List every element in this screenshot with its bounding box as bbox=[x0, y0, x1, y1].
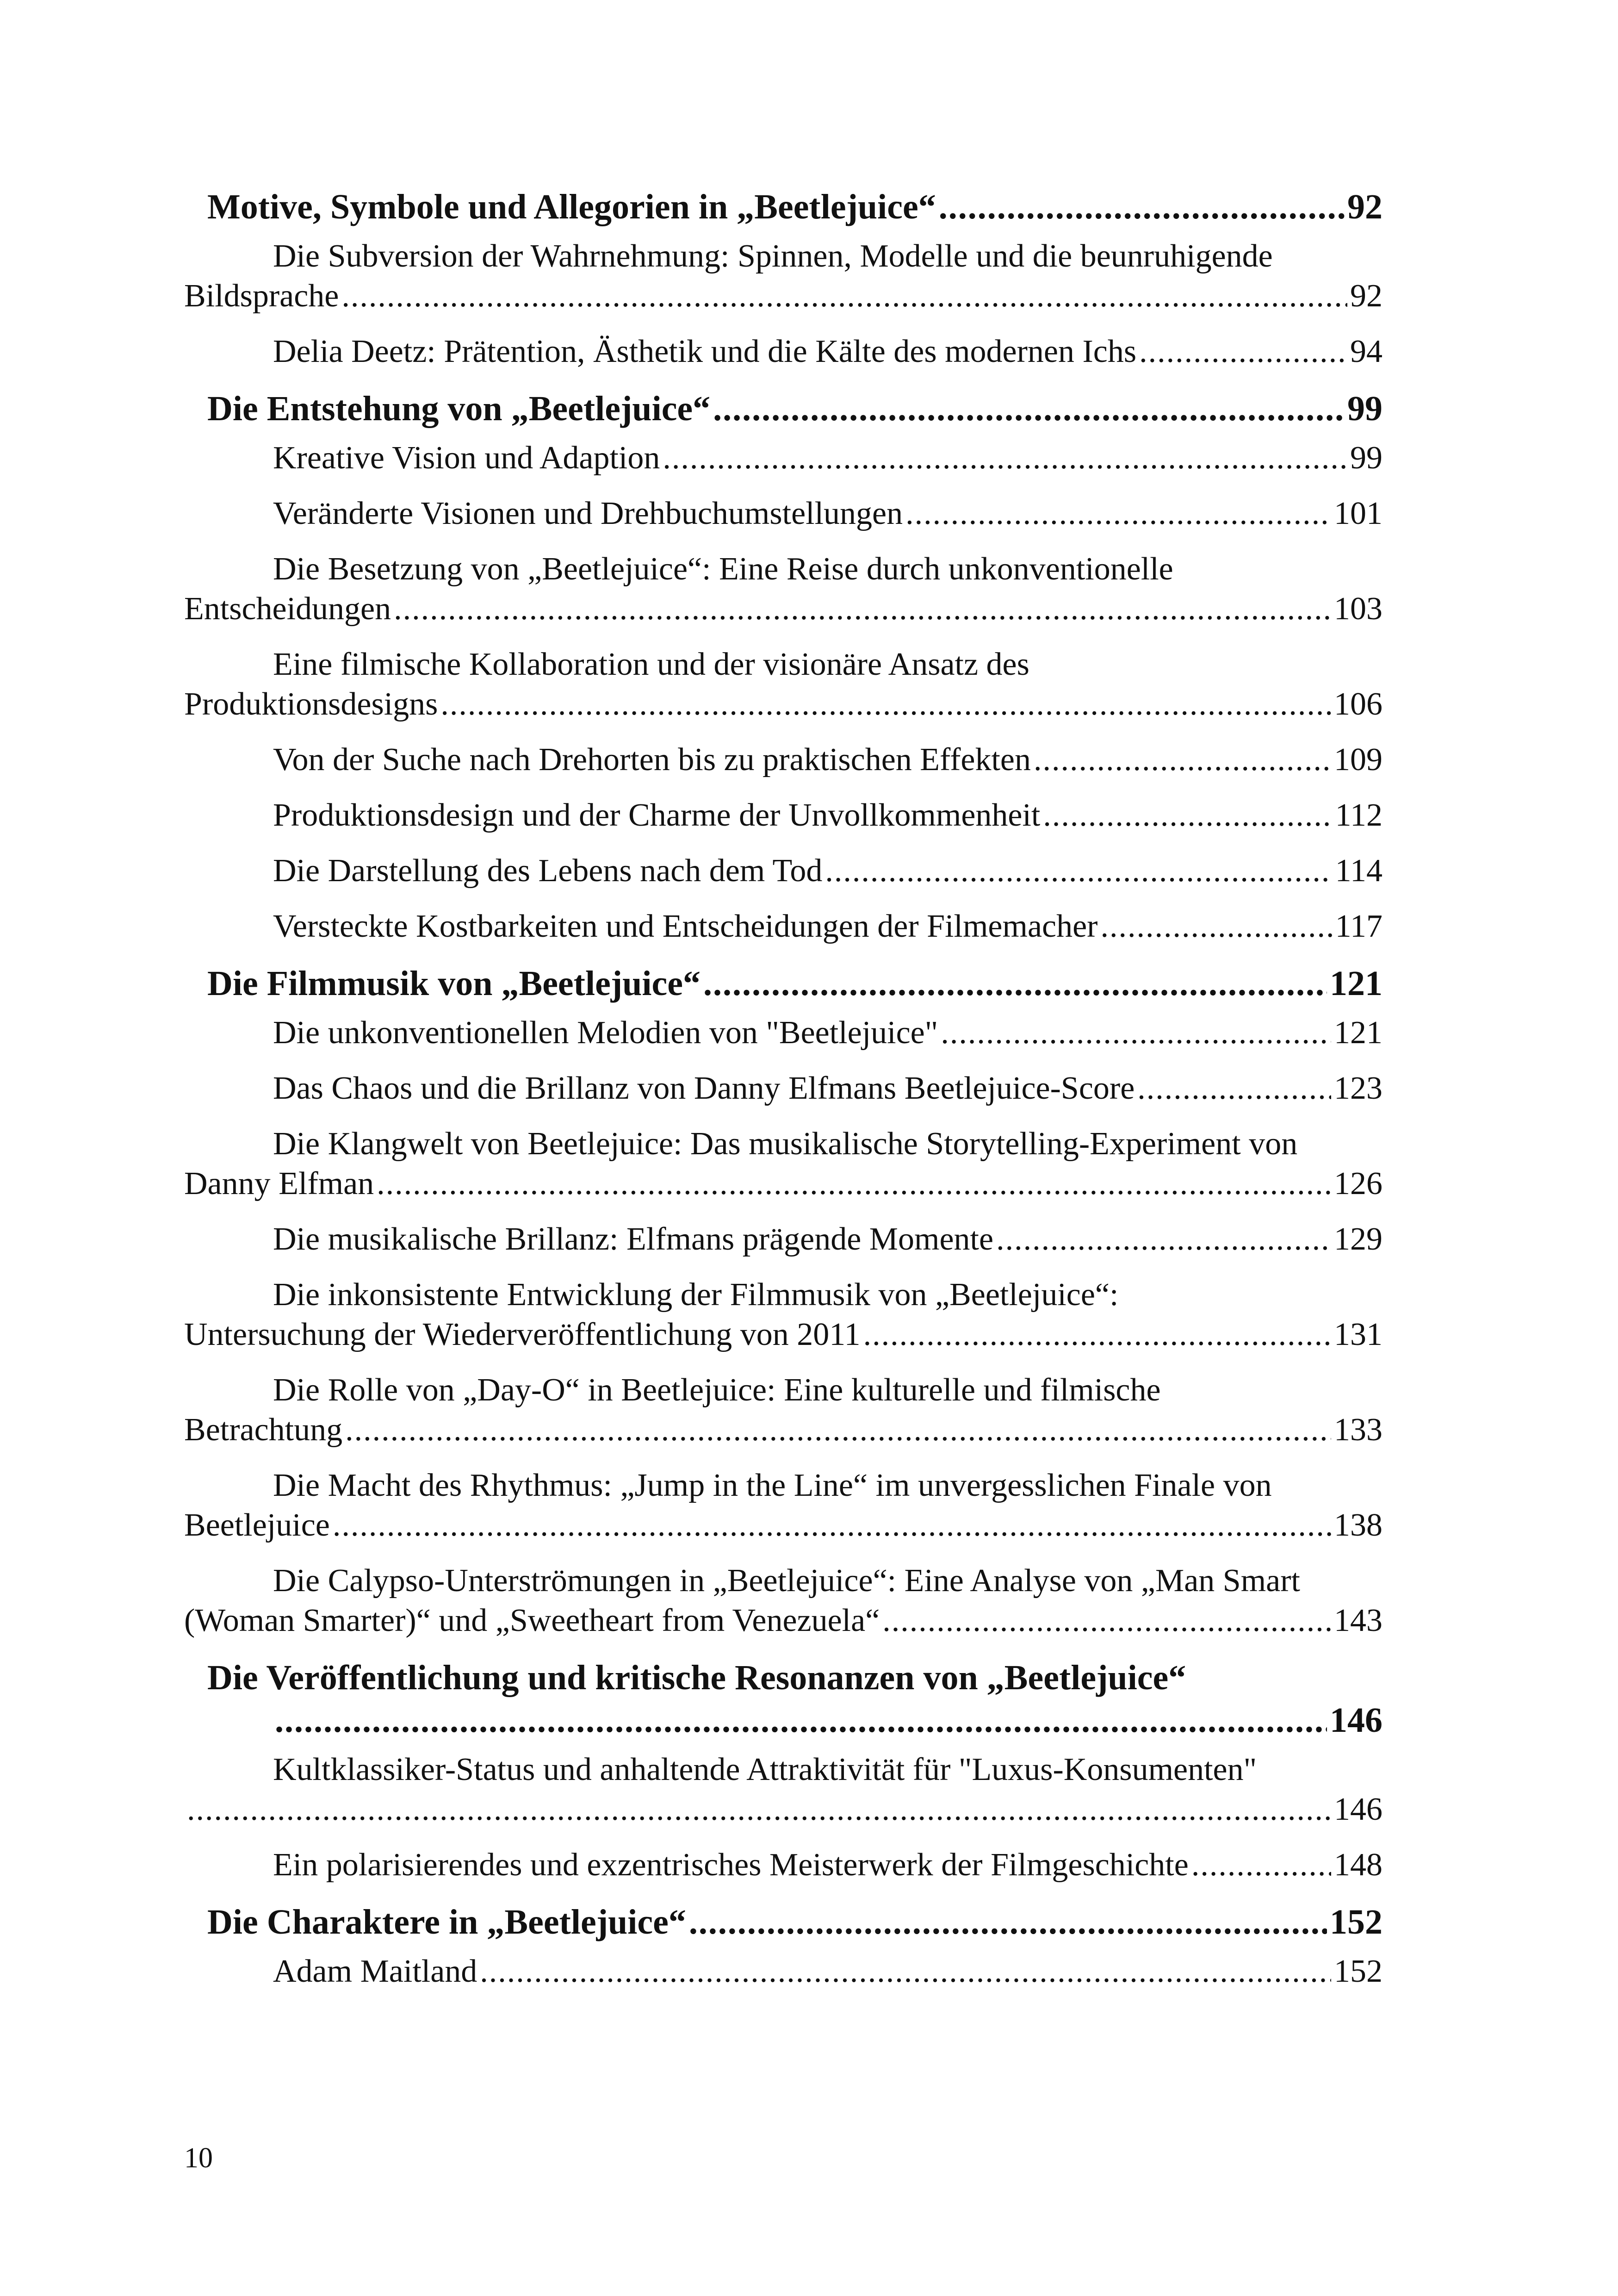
toc-page-number: 99 bbox=[1347, 389, 1382, 428]
toc-entry-title-continued: Beetlejuice bbox=[184, 1507, 330, 1543]
toc-page-number: 131 bbox=[1334, 1317, 1382, 1352]
toc-entry-title: Eine filmische Kollaboration und der visionäre Ansatz des bbox=[273, 647, 1029, 682]
toc-page-number: 138 bbox=[1334, 1507, 1382, 1543]
toc-entry-title: Kultklassiker-Status und anhaltende Attraktivität für "Luxus-Konsumenten" bbox=[273, 1752, 1257, 1787]
dot-leader bbox=[333, 1506, 1331, 1545]
toc-chapter-entry[interactable] bbox=[184, 186, 1382, 228]
dot-leader bbox=[345, 1410, 1331, 1450]
toc-entry-title-continued: Produktionsdesigns bbox=[184, 686, 438, 722]
toc-section-entry[interactable] bbox=[184, 851, 1382, 891]
toc-entry-title: Die Rolle von „Day-O“ in Beetlejuice: Eine kulturelle und filmische bbox=[273, 1372, 1161, 1408]
dot-leader bbox=[440, 684, 1331, 724]
toc-page-number: 114 bbox=[1335, 853, 1382, 889]
dot-leader bbox=[341, 276, 1347, 316]
toc-page-number: 109 bbox=[1334, 742, 1382, 778]
dot-leader bbox=[825, 851, 1332, 891]
page-number: 10 bbox=[184, 2142, 213, 2174]
toc-chapter-entry[interactable] bbox=[184, 1656, 1382, 1742]
toc-section-entry[interactable] bbox=[184, 494, 1382, 534]
toc-entry-title: Adam Maitland bbox=[273, 1954, 477, 1989]
table-of-contents bbox=[184, 178, 1382, 2007]
toc-section-entry[interactable] bbox=[184, 236, 1382, 316]
dot-leader bbox=[275, 1699, 1327, 1742]
toc-page-number: 126 bbox=[1334, 1166, 1382, 1201]
toc-entry-title: Die Calypso-Unterströmungen in „Beetlejuice“: Eine Analyse von „Man Smart bbox=[273, 1563, 1300, 1599]
toc-page-number: 117 bbox=[1335, 908, 1382, 944]
toc-page-number: 121 bbox=[1330, 964, 1382, 1003]
toc-page-number: 143 bbox=[1334, 1603, 1382, 1638]
toc-entry-title-continued: (Woman Smarter)“ und „Sweetheart from Venezuela“ bbox=[184, 1603, 880, 1638]
dot-leader bbox=[882, 1601, 1331, 1641]
toc-section-entry[interactable] bbox=[184, 645, 1382, 724]
toc-entry-title: Motive, Symbole und Allegorien in „Beetlejuice“ bbox=[207, 187, 936, 226]
dot-leader bbox=[713, 387, 1345, 430]
toc-entry-title: Die musikalische Brillanz: Elfmans prägende Momente bbox=[273, 1221, 994, 1257]
toc-entry-title: Die inkonsistente Entwicklung der Filmmusik von „Beetlejuice“: bbox=[273, 1277, 1119, 1313]
toc-entry-title: Kreative Vision und Adaption bbox=[273, 440, 660, 476]
dot-leader bbox=[1191, 1845, 1331, 1885]
toc-section-entry[interactable] bbox=[184, 1275, 1382, 1355]
dot-leader bbox=[689, 1901, 1327, 1943]
toc-page-number: 152 bbox=[1334, 1954, 1382, 1989]
toc-entry-title: Das Chaos und die Brillanz von Danny Elfmans Beetlejuice-Score bbox=[273, 1070, 1135, 1106]
toc-entry-title: Die Charaktere in „Beetlejuice“ bbox=[207, 1903, 686, 1941]
toc-entry-title: Die Darstellung des Lebens nach dem Tod bbox=[273, 853, 823, 889]
dot-leader bbox=[941, 1013, 1331, 1053]
dot-leader bbox=[377, 1164, 1331, 1204]
toc-page-number: 101 bbox=[1334, 496, 1382, 531]
toc-entry-title: Delia Deetz: Prätention, Ästhetik und die Kälte des modernen Ichs bbox=[273, 334, 1137, 369]
toc-page-number: 146 bbox=[1334, 1792, 1382, 1827]
toc-page-number: 106 bbox=[1334, 686, 1382, 722]
toc-section-entry[interactable] bbox=[184, 1952, 1382, 1991]
toc-entry-title: Von der Suche nach Drehorten bis zu praktischen Effekten bbox=[273, 742, 1031, 778]
toc-entry-title: Die Macht des Rhythmus: „Jump in the Line“ im unvergesslichen Finale von bbox=[273, 1468, 1272, 1503]
toc-page-number: 99 bbox=[1350, 440, 1382, 476]
dot-leader bbox=[1034, 740, 1331, 780]
toc-entry-title-continued: Untersuchung der Wiederveröffentlichung von 2011 bbox=[184, 1317, 861, 1352]
toc-entry-title-continued: Danny Elfman bbox=[184, 1166, 374, 1201]
toc-page-number: 112 bbox=[1335, 797, 1382, 833]
toc-entry-title: Ein polarisierendes und exzentrisches Meisterwerk der Filmgeschichte bbox=[273, 1847, 1189, 1883]
dot-leader bbox=[905, 494, 1331, 534]
toc-section-entry[interactable] bbox=[184, 1124, 1382, 1204]
toc-entry-title: Die Besetzung von „Beetlejuice“: Eine Reise durch unkonventionelle bbox=[273, 551, 1173, 587]
dot-leader bbox=[394, 589, 1331, 629]
toc-entry-title: Die unkonventionellen Melodien von "Beetlejuice" bbox=[273, 1015, 938, 1051]
toc-section-entry[interactable] bbox=[184, 549, 1382, 629]
dot-leader bbox=[480, 1952, 1331, 1991]
toc-page-number: 92 bbox=[1350, 278, 1382, 314]
dot-leader bbox=[1043, 796, 1332, 835]
toc-section-entry[interactable] bbox=[184, 796, 1382, 835]
toc-page-number: 121 bbox=[1334, 1015, 1382, 1051]
toc-entry-title: Die Klangwelt von Beetlejuice: Das musikalische Storytelling-Experiment von bbox=[273, 1126, 1298, 1162]
dot-leader bbox=[663, 438, 1347, 478]
toc-section-entry[interactable] bbox=[184, 1220, 1382, 1259]
dot-leader bbox=[996, 1220, 1331, 1259]
dot-leader bbox=[703, 962, 1327, 1005]
toc-page-number: 148 bbox=[1334, 1847, 1382, 1883]
toc-section-entry[interactable] bbox=[184, 332, 1382, 372]
toc-section-entry[interactable] bbox=[184, 1561, 1382, 1641]
toc-entry-title: Die Filmmusik von „Beetlejuice“ bbox=[207, 964, 701, 1003]
toc-section-entry[interactable] bbox=[184, 907, 1382, 946]
toc-section-entry[interactable] bbox=[184, 740, 1382, 780]
toc-page-number: 133 bbox=[1334, 1412, 1382, 1448]
toc-entry-title-continued: Betrachtung bbox=[184, 1412, 343, 1448]
dot-leader bbox=[1139, 332, 1347, 372]
toc-page-number: 103 bbox=[1334, 591, 1382, 627]
toc-section-entry[interactable] bbox=[184, 1466, 1382, 1545]
toc-section-entry[interactable] bbox=[184, 438, 1382, 478]
toc-chapter-entry[interactable] bbox=[184, 962, 1382, 1005]
toc-entry-title: Produktionsdesign und der Charme der Unvollkommenheit bbox=[273, 797, 1041, 833]
toc-entry-title: Die Subversion der Wahrnehmung: Spinnen, Modelle und die beunruhigende bbox=[273, 238, 1273, 274]
dot-leader bbox=[1100, 907, 1332, 946]
toc-page-number: 92 bbox=[1347, 187, 1382, 226]
toc-page-number: 129 bbox=[1334, 1221, 1382, 1257]
toc-entry-title-continued: Entscheidungen bbox=[184, 591, 391, 627]
toc-entry-title: Die Entstehung von „Beetlejuice“ bbox=[207, 389, 711, 428]
toc-section-entry[interactable] bbox=[184, 1750, 1382, 1829]
dot-leader bbox=[863, 1315, 1331, 1355]
toc-chapter-entry[interactable] bbox=[184, 1901, 1382, 1943]
dot-leader bbox=[939, 186, 1345, 228]
toc-entry-title: Versteckte Kostbarkeiten und Entscheidungen der Filmemacher bbox=[273, 908, 1098, 944]
toc-section-entry[interactable] bbox=[184, 1013, 1382, 1053]
dot-leader bbox=[1137, 1069, 1331, 1108]
toc-page-number: 123 bbox=[1334, 1070, 1382, 1106]
toc-entry-title: Veränderte Visionen und Drehbuchumstellungen bbox=[273, 496, 903, 531]
dot-leader bbox=[187, 1790, 1331, 1829]
toc-section-entry[interactable] bbox=[184, 1845, 1382, 1885]
toc-page-number: 94 bbox=[1350, 334, 1382, 369]
toc-section-entry[interactable] bbox=[184, 1069, 1382, 1108]
toc-page-number: 152 bbox=[1330, 1903, 1382, 1941]
toc-entry-title-continued: Bildsprache bbox=[184, 278, 339, 314]
toc-entry-title: Die Veröffentlichung und kritische Resonanzen von „Beetlejuice“ bbox=[207, 1658, 1186, 1697]
toc-section-entry[interactable] bbox=[184, 1370, 1382, 1450]
toc-page-number: 146 bbox=[1330, 1701, 1382, 1740]
toc-chapter-entry[interactable] bbox=[184, 387, 1382, 430]
